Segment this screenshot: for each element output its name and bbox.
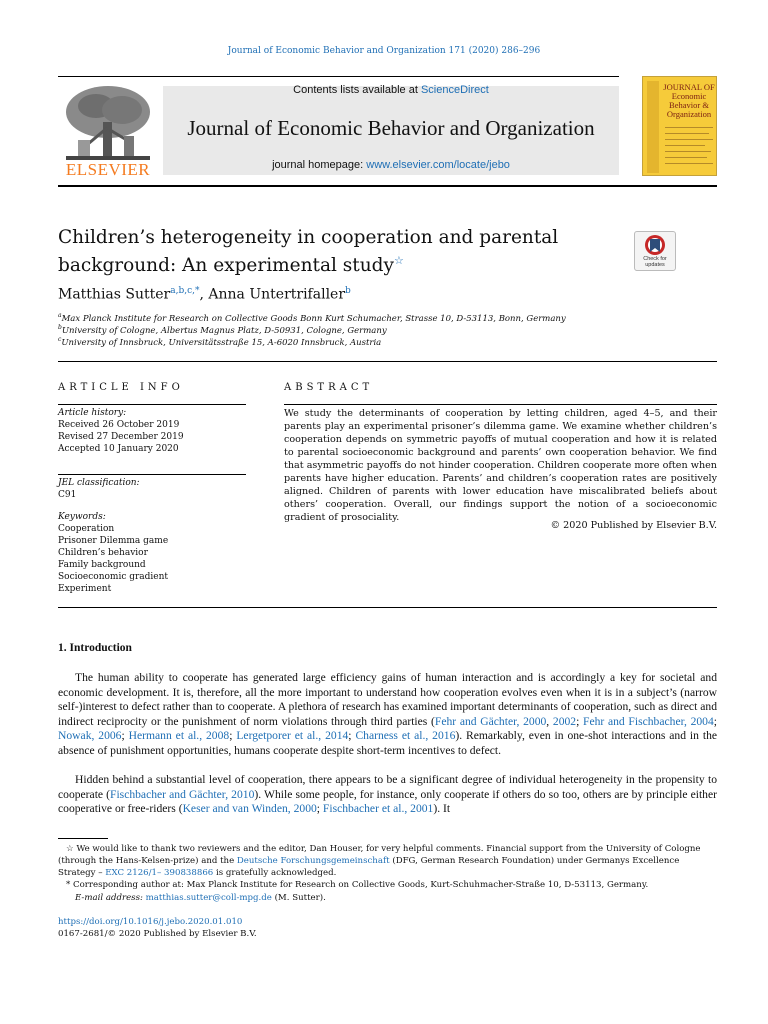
jel-label: JEL classification: — [58, 478, 140, 488]
header-top-rule — [58, 76, 619, 77]
author-separator: , — [199, 286, 209, 303]
keyword: Prisoner Dilemma game — [58, 536, 169, 546]
keyword: Experiment — [58, 584, 112, 594]
article-history — [58, 407, 184, 455]
abstract-copyright: © 2020 Published by Elsevier B.V. — [550, 520, 717, 531]
article-title — [58, 226, 578, 277]
sciencedirect-link[interactable]: ScienceDirect — [420, 84, 489, 96]
intro-p1-text: The human ability to cooperate has generated large efficiency gains of human interaction and is accordingly a key for societal and economic development. It is, therefore, all the more important to understand how cooperation evolves even when it is in a subject’s (narrow self-)interest to defect rather than to cooperate. A plethora of research has examined important determinants of cooperation, such as direct and indirect reciprocity or the punishment of norm violations through third parties ( — [58, 671, 717, 728]
history-label: Article history: — [58, 408, 127, 418]
cover-strip — [647, 81, 659, 173]
footnote-corresponding-author: * Corresponding author at: Max Planck Institute for Research on Collective Goods, Kurt-Schuhmacher-Straße 10, D-53113, Germany. — [66, 880, 649, 890]
reference-link[interactable]: Fischbacher and Gächter, 2010 — [110, 787, 255, 801]
cover-title: JOURNAL OF Economic Behavior & Organization — [663, 82, 715, 119]
affiliation-mark: b — [58, 324, 62, 331]
footnote-star-text-mid: (DFG, German Research Foundation) under Germanys Excellence Strategy – — [58, 856, 680, 878]
cover-line — [665, 151, 711, 152]
issn-line: 0167-2681/© 2020 Published by Elsevier B.V. — [58, 929, 257, 939]
title-line-1: Children’s heterogeneity in cooperation and parental — [58, 227, 559, 248]
revised-date: Revised 27 December 2019 — [58, 432, 184, 442]
keyword: Socioeconomic gradient — [58, 572, 169, 582]
reference-link[interactable]: Fehr and Gächter, 2000 — [434, 714, 547, 728]
abstract-bottom-rule — [58, 607, 717, 608]
keyword: Children’s behavior — [58, 548, 148, 558]
reference-link[interactable]: Fehr and Fischbacher, 2004 — [583, 714, 714, 728]
cover-line — [665, 127, 713, 128]
reference-link[interactable]: Lergetporer et al., 2014 — [236, 729, 349, 743]
footnote-rule — [58, 838, 108, 839]
jel-code: C91 — [58, 490, 77, 500]
title-line-2 — [58, 249, 578, 277]
intro-p2-text: Hidden behind a substantial level of cooperation, there appears to be a significant degree of individual heterogeneity in the propensity to cooperate ( — [58, 773, 717, 801]
intro-p2-text-end: ). It — [433, 802, 451, 816]
author-1: Matthias Sutter — [58, 286, 171, 303]
affiliation-text: Max Planck Institute for Research on Collective Goods Bonn Kurt Schumacher, Strasse 10, D-53113, Bonn, Germany — [61, 313, 566, 324]
article-info-heading: ARTICLE INFO — [58, 382, 184, 393]
received-date: Received 26 October 2019 — [58, 420, 180, 430]
cover-line — [665, 145, 705, 146]
affiliation-c — [58, 336, 381, 348]
affiliation-text: University of Cologne, Albertus Magnus Platz, D-50931, Cologne, Germany — [61, 325, 387, 336]
keywords-label: Keywords: — [58, 512, 106, 522]
elsevier-tree-icon — [58, 84, 158, 162]
elsevier-logo — [58, 84, 158, 162]
homepage-line — [163, 159, 619, 171]
affiliation-a — [58, 312, 566, 324]
dfg-link[interactable]: Deutsche Forschungsgemeinschaft — [236, 856, 390, 866]
abstract-heading: ABSTRACT — [284, 382, 374, 393]
footnote-email — [58, 892, 717, 904]
abstract-rule — [284, 404, 717, 405]
intro-paragraph-2: Hidden behind a substantial level of cooperation, there appears to be a significant degree of individual heterogeneity in the propensity to cooperate (Fischbacher and Gächter, 2010). While some people, for instance, only cooperate if others do so too, others are by principle either cooperative or free-riders (Keser and van Winden, 2000; Fischbacher et al., 2001). It — [58, 773, 717, 816]
info-rule — [58, 404, 246, 405]
title-footnote-star-icon[interactable]: ☆ — [393, 254, 404, 267]
author-line — [58, 286, 351, 303]
author-1-affiliation-marks[interactable]: a,b,c,* — [170, 286, 200, 296]
info-top-rule — [58, 361, 717, 362]
doi-link[interactable]: https://doi.org/10.1016/j.jebo.2020.01.010 — [58, 917, 243, 927]
badge-text: Check for updates — [643, 256, 667, 268]
reference-link[interactable]: 2002 — [552, 714, 577, 728]
exc-link[interactable]: EXC 2126/1– 390838866 — [105, 868, 214, 878]
intro-p1-text-end: ). Remarkably, even in one-shot interactions and in the absence of punishment opportunities, humans cooperate despite short-term incentives to defect. — [58, 729, 718, 757]
author-2: Anna Untertrifaller — [208, 286, 346, 303]
corresponding-text: Corresponding author at: Max Planck Institute for Research on Collective Goods, Kurt-Schuhmacher-Straße 10, D-53113, Germany. — [73, 880, 649, 890]
keyword: Cooperation — [58, 524, 115, 534]
cover-line — [665, 157, 707, 158]
email-label: E-mail address: — [75, 893, 146, 903]
reference-link[interactable]: Nowak, 2006 — [58, 729, 122, 743]
jel-classification — [58, 477, 140, 501]
cover-line — [665, 139, 713, 140]
abstract-text: We study the determinants of cooperation by letting children, aged 4–5, and their parents play an experimental prisoner’s dilemma game. We examine whether children’s cooperation depends on symmetric payoffs of mutual cooperation and how it is related to parental socioeconomic background and parents’ own cooperation behavior. We find that asymmetric payoffs do not hinder cooperation. Children cooperate more often when parents have higher education. Parents’ and children’s cooperation rates are positively aligned. Children of parents with lower education have miscalibrated beliefs about others’ cooperation. Overall, our findings support the notion of a socioeconomic gradient of prosociality. — [284, 408, 717, 523]
keywords-block — [58, 511, 168, 595]
footnote-star-text-end: is gratefully acknowledged. — [213, 868, 337, 878]
affiliation-text: University of Innsbruck, Universitätsstraße 15, A-6020 Innsbruck, Austria — [61, 337, 382, 348]
contents-line — [163, 84, 619, 96]
reference-link[interactable]: Hermann et al., 2008 — [128, 729, 230, 743]
reference-link[interactable]: Fischbacher et al., 2001 — [322, 802, 434, 816]
bookmark-icon — [635, 232, 675, 258]
reference-link[interactable]: Charness et al., 2016 — [355, 729, 456, 743]
journal-title: Journal of Economic Behavior and Organization — [187, 116, 595, 140]
author-2-affiliation-mark[interactable]: b — [345, 286, 351, 296]
info-rule — [58, 474, 246, 475]
journal-citation[interactable]: Journal of Economic Behavior and Organization 171 (2020) 286–296 — [227, 46, 541, 56]
journal-cover-thumbnail[interactable] — [642, 76, 717, 176]
email-link[interactable]: matthias.sutter@coll-mpg.de — [145, 893, 272, 903]
intro-paragraph-1: The human ability to cooperate has generated large efficiency gains of human interaction and is accordingly a key for societal and economic development. It is, therefore, all the more important to understand how cooperation evolves even when it is in a subject’s (narrow self-)interest to defect rather than to cooperate. A plethora of research has examined important determinants of cooperation, such as direct and indirect reciprocity or the punishment of norm violations through third parties (Fehr and Gächter, 2000, 2002; Fehr and Fischbacher, 2004; Nowak, 2006; Hermann et al., 2008; Lergetporer et al., 2014; Charness et al., 2016). Remarkably, even in one-shot interactions and in the absence of punishment opportunities, humans cooperate despite short-term incentives to defect. — [58, 671, 718, 757]
homepage-prefix: journal homepage: — [272, 159, 367, 171]
cover-line — [665, 163, 713, 164]
intro-p2-text-mid: ). While some people, for instance, only cooperate if others do so too, others are by principle either cooperative or free-riders ( — [58, 787, 717, 816]
section-heading-introduction: 1. Introduction — [58, 642, 132, 654]
check-for-updates-badge[interactable] — [634, 231, 676, 271]
affiliation-mark: c — [58, 336, 62, 343]
reference-link[interactable]: Keser and van Winden, 2000 — [182, 802, 317, 816]
affiliation-b — [58, 324, 387, 336]
contents-prefix: Contents lists available at — [293, 84, 421, 96]
accepted-date: Accepted 10 January 2020 — [58, 444, 179, 454]
footnote-star-text: We would like to thank two reviewers and the editor, Dan Houser, for very helpful comments. Financial support from the University of Cologne (through the Hans-Kelsen-prize) and the — [58, 844, 701, 866]
footnote-acknowledgement: ☆ We would like to thank two reviewers and the editor, Dan Houser, for very helpful comments. Financial support from the University of Cologne (through the Hans-Kelsen-prize) and the Deutsche Forschungsgemeinschaft (DFG, German Research Foundation) under Germanys Excellence Strategy – EXC 2126/1– 390838866 is gratefully acknowledged. — [58, 844, 701, 878]
header-bottom-rule — [58, 185, 717, 187]
email-suffix: (M. Sutter). — [271, 893, 326, 903]
title-line-2-text: background: An experimental study — [58, 255, 394, 277]
affiliation-mark: a — [58, 312, 62, 319]
cover-line — [665, 133, 709, 134]
elsevier-wordmark: ELSEVIER — [65, 160, 151, 179]
keyword: Family background — [58, 560, 146, 570]
homepage-link[interactable]: www.elsevier.com/locate/jebo — [366, 159, 510, 171]
